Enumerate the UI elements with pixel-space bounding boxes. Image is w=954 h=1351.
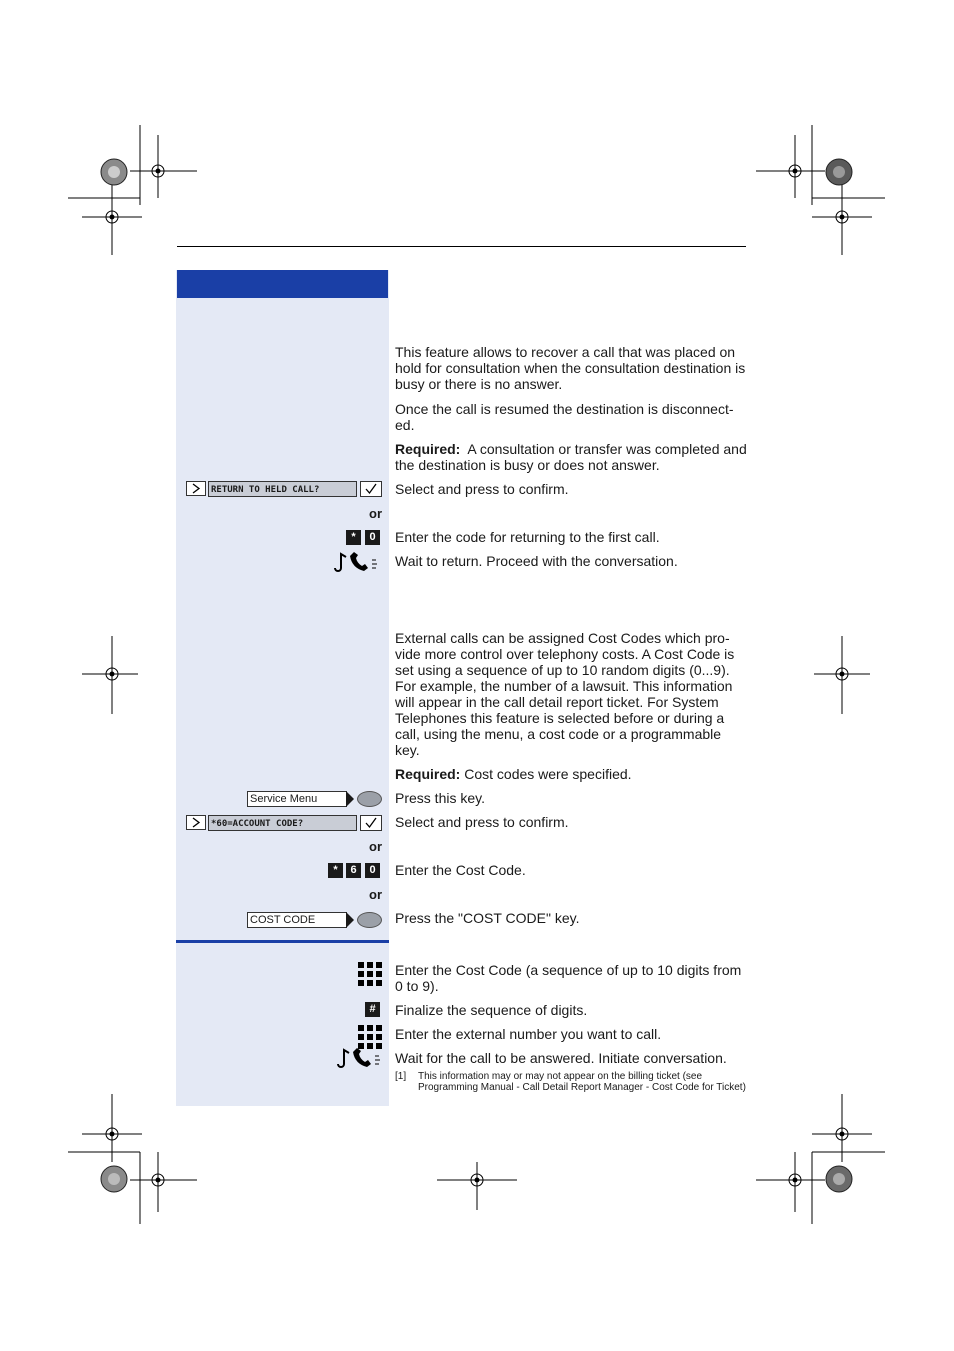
- chevron-right-icon: [187, 816, 205, 829]
- chevron-right-icon: [187, 482, 205, 495]
- registration-mark-mid-right: [812, 634, 872, 716]
- registration-mark-top-right: [750, 120, 900, 260]
- required-paragraph: [395, 441, 747, 473]
- step-wait-answer: Wait for the call to be answered. Initiate conversation.: [395, 1050, 727, 1066]
- footnote-text: This information may or may not appear on the billing ticket (see Programming Manual - Call Detail Report Manager - Cost Code for Ticket): [418, 1071, 746, 1093]
- cost-code-label: COST CODE: [247, 912, 347, 928]
- cost-code-key[interactable]: [357, 912, 382, 928]
- or-label: or: [369, 506, 382, 521]
- service-menu-label: Service Menu: [247, 791, 347, 807]
- step-select-confirm: Select and press to confirm.: [395, 481, 569, 497]
- zero-key[interactable]: 0: [365, 530, 380, 545]
- display-return-held[interactable]: RETURN TO HELD CALL?: [208, 481, 357, 497]
- cost-required-text: Cost codes were specified.: [464, 766, 632, 782]
- required-label: Required:: [395, 441, 461, 457]
- handset-ringing-icon: [335, 1048, 385, 1070]
- six-key[interactable]: 6: [346, 863, 361, 878]
- keypad-icon[interactable]: [358, 962, 382, 986]
- step-wait-return: Wait to return. Proceed with the conversation.: [395, 553, 678, 569]
- cost-code-paragraph: External calls can be assigned Cost Codes which pro- vide more control over telephony costs. A Cost Code is set using a sequence of up to 10 random digits (0...9). For example, the number of a lawsuit. This information will appear in the call detail report ticket. For System Telephones this feature is selected before or during a call, using the menu, a cost code or a programmable key.: [395, 630, 735, 758]
- step-finalize: Finalize the sequence of digits.: [395, 1002, 588, 1018]
- checkmark-icon: [361, 816, 381, 830]
- or-label-3: or: [369, 887, 382, 902]
- checkmark-icon: [361, 482, 381, 496]
- footnote-marker: [1]: [395, 1071, 407, 1082]
- step-press-cost-code: Press the "COST CODE" key.: [395, 910, 580, 926]
- confirm-check-button-2[interactable]: [360, 815, 382, 831]
- keypad-icon[interactable]: [358, 1025, 382, 1049]
- registration-mark-bottom-center: [435, 1160, 519, 1212]
- header-rule: [177, 246, 746, 247]
- hash-key[interactable]: #: [365, 1002, 380, 1017]
- section-divider: [176, 940, 389, 943]
- softkey-arrow-icon: [346, 912, 354, 928]
- star-key-2[interactable]: *: [328, 863, 343, 878]
- menu-arrow-button[interactable]: [186, 481, 206, 496]
- star-key[interactable]: *: [346, 530, 361, 545]
- zero-key-2[interactable]: 0: [365, 863, 380, 878]
- display-account-code[interactable]: *60=ACCOUNT CODE?: [208, 815, 357, 831]
- registration-mark-bottom-right: [750, 1092, 900, 1232]
- cost-required-label: Required:: [395, 766, 461, 782]
- handset-ringing-icon: [332, 552, 382, 574]
- step-select-confirm-2: Select and press to confirm.: [395, 814, 569, 830]
- registration-mark-bottom-left: [60, 1092, 210, 1232]
- or-label-2: or: [369, 839, 382, 854]
- step-enter-code: Enter the code for returning to the first call.: [395, 529, 660, 545]
- required-text: A consultation or transfer was completed and the destination is busy or does not answer.: [395, 441, 747, 473]
- disconnect-paragraph: Once the call is resumed the destination is disconnect- ed.: [395, 401, 734, 433]
- registration-mark-mid-left: [80, 634, 140, 716]
- step-press-key: Press this key.: [395, 790, 485, 806]
- confirm-check-button[interactable]: [360, 481, 382, 497]
- softkey-arrow-icon: [346, 791, 354, 807]
- service-menu-key[interactable]: [357, 791, 382, 807]
- registration-mark-top-left: [60, 120, 210, 260]
- step-enter-sequence: Enter the Cost Code (a sequence of up to 10 digits from 0 to 9).: [395, 962, 742, 994]
- step-enter-cost-code: Enter the Cost Code.: [395, 862, 526, 878]
- intro-paragraph: This feature allows to recover a call that was placed on hold for consultation when the consultation destination is busy or there is no answer.: [395, 344, 746, 392]
- cost-required-paragraph: [395, 766, 747, 782]
- step-enter-number: Enter the external number you want to call.: [395, 1026, 662, 1042]
- menu-arrow-button-2[interactable]: [186, 815, 206, 830]
- sidebar-header-bar: [177, 270, 388, 298]
